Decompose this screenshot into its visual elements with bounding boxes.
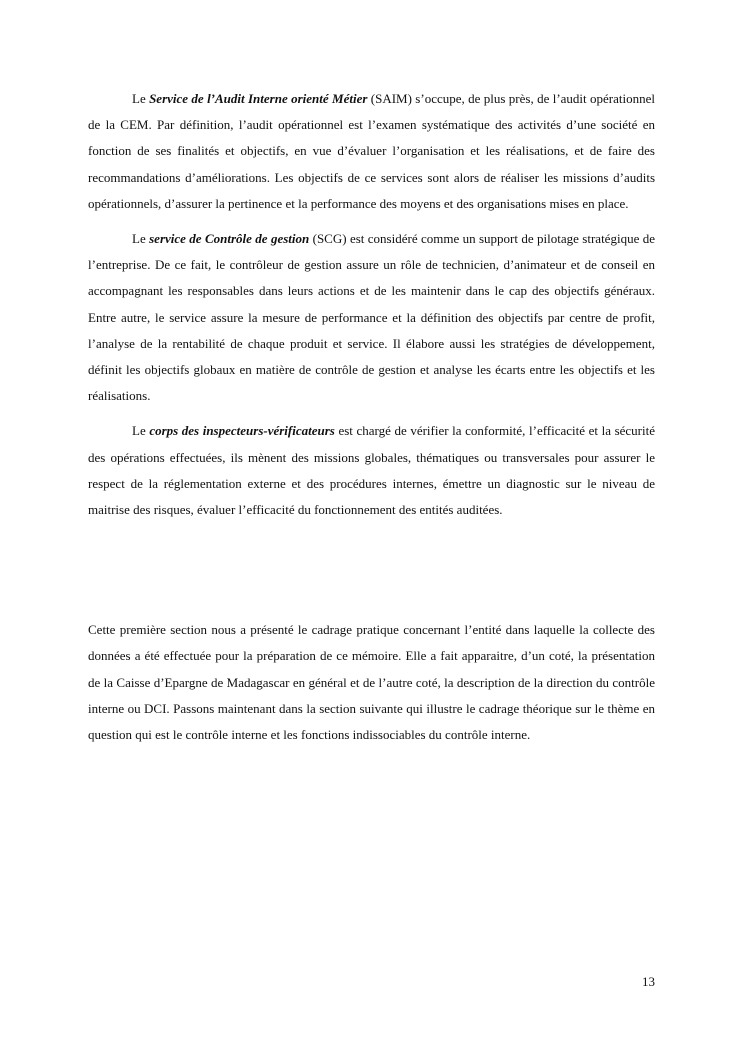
paragraph-scg [88, 226, 655, 409]
paragraph-saim [88, 86, 655, 217]
paragraph-body: est chargé de vérifier la conformité, l’efficacité et la sécurité des opérations effectuées, ils mènent des missions globales, thématiques ou transversales pour assurer le respect de la réglementation externe et des procédures internes, émettre un diagnostic sur le niveau de maitrise des risques, évaluer l’efficacité du fonctionnement des entités auditées. [88, 423, 655, 518]
term-inspecteurs: corps des inspecteurs-vérificateurs [149, 423, 335, 439]
term-saim: Service de l’Audit Interne orienté Métier [149, 91, 368, 106]
paragraph-inspecteurs [88, 418, 655, 523]
conclusion-paragraph: Cette première section nous a présenté le cadrage pratique concernant l’entité dans laquelle la collecte des données a été effectuée pour la préparation de ce mémoire. Elle a fait apparaitre, d’un coté, la présentation de la Caisse d’Epargne de Madagascar en général et de l’autre coté, la description de la direction du contrôle interne ou DCI. Passons maintenant dans la section suivante qui illustre le cadrage théorique sur le thème en question qui est le contrôle interne et les fonctions indissociables du contrôle interne. [88, 622, 655, 743]
paragraph-body: (SAIM) s’occupe, de plus près, de l’audit opérationnel de la CEM. Par définition, l’audit opérationnel est l’examen systématique des activités d’une société en fonction de ses finalités et objectifs, en vue d’évaluer l’organisation et les réalisations, et de faire des recommandations d’améliorations. Les objectifs de ce services sont alors de réaliser les missions d’audits opérationnels, d’assurer la pertinence et la performance des moyens et des organisations mises en place. [88, 91, 655, 211]
page-number: 13 [642, 974, 655, 989]
paragraph-lead: Le [132, 231, 150, 247]
term-scg: service de Contrôle de gestion [149, 231, 310, 247]
paragraph-lead: Le [132, 91, 150, 106]
paragraph-body: (SCG) est considéré comme un support de pilotage stratégique de l’entreprise. De ce fait, le contrôleur de gestion assure un rôle de technicien, d’animateur et de conseil en accompagnant les responsables dans leurs actions et de les maintenir dans le cap des objectifs généraux. Entre autre, le service assure la mesure de performance et la définition des objectifs par centre de profit, l’analyse de la rentabilité de chaque produit et service. Il élabore aussi les stratégies de développement, définit les objectifs globaux en matière de contrôle de gestion et analyse les écarts entre les objectifs et les réalisations. [88, 231, 655, 404]
paragraph-lead: Le [132, 423, 150, 439]
document-page [88, 86, 655, 748]
